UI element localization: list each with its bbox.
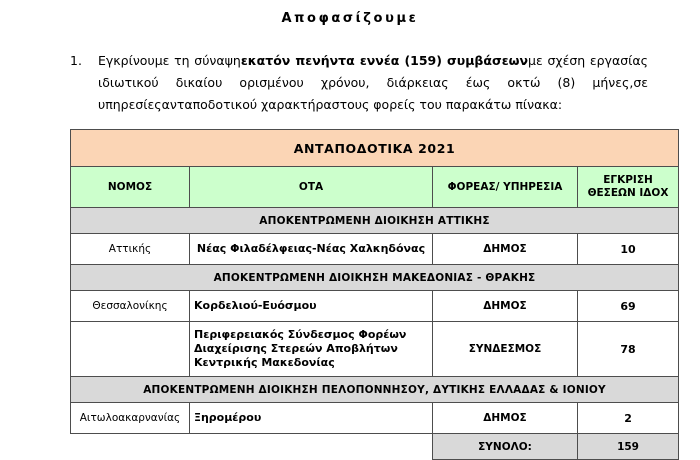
cell-ota-line2: Διαχείρισης Στερεών Αποβλήτων [194, 342, 398, 355]
clause-number: 1. [70, 53, 82, 68]
total-spacer-nomos [71, 434, 190, 460]
cell-nomos: Αιτωλοακαρνανίας [71, 403, 190, 434]
total-value: 159 [578, 434, 679, 460]
section-header-label: ΑΠΟΚΕΝΤΡΩΜΕΝΗ ΔΙΟΙΚΗΣΗ ΑΤΤΙΚΗΣ [71, 208, 679, 234]
cell-ota-line1: Περιφερειακός Σύνδεσμος Φορέων [194, 328, 407, 341]
cell-approved-positions: 78 [578, 322, 679, 377]
section-header-row-makedonia-thraki [71, 265, 679, 291]
table-row [71, 322, 679, 377]
column-header-nomos: ΝΟΜΟΣ [71, 167, 190, 208]
cell-foreas: ΔΗΜΟΣ [433, 291, 578, 322]
section-header-row-peloponnisos [71, 377, 679, 403]
column-header-ota: ΟΤΑ [190, 167, 433, 208]
clause-line-1 [98, 50, 648, 72]
table-title: ΑΝΤΑΠΟΔΟΤΙΚΑ 2021 [71, 130, 679, 167]
approvals-table-container [70, 129, 678, 460]
section-header-label: ΑΠΟΚΕΝΤΡΩΜΕΝΗ ΔΙΟΙΚΗΣΗ ΜΑΚΕΔΟΝΙΑΣ - ΘΡΑΚΗΣ [71, 265, 679, 291]
cell-nomos: Αττικής [71, 234, 190, 265]
cell-foreas: ΔΗΜΟΣ [433, 234, 578, 265]
cell-foreas: ΣΥΝΔΕΣΜΟΣ [433, 322, 578, 377]
column-header-egkrisi [578, 167, 679, 208]
cell-ota: Ξηρομέρου [190, 403, 433, 434]
cell-nomos: Θεσσαλονίκης [71, 291, 190, 322]
section-header-label: ΑΠΟΚΕΝΤΡΩΜΕΝΗ ΔΙΟΙΚΗΣΗ ΠΕΛΟΠΟΝΝΗΣΟΥ, ΔΥΤΙΚΗΣ ΕΛΛΑΔΑΣ & ΙΟΝΙΟΥ [71, 377, 679, 403]
cell-ota: Νέας Φιλαδέλφειας-Νέας Χαλκηδόνας [190, 234, 433, 265]
cell-ota: Κορδελιού-Ευόσμου [190, 291, 433, 322]
cell-approved-positions: 2 [578, 403, 679, 434]
total-label: ΣΥΝΟΛΟ: [433, 434, 578, 460]
clause-line-1-part-c: με σχέση εργασίας [528, 53, 648, 68]
total-spacer-ota [190, 434, 433, 460]
table-column-header-row [71, 167, 679, 208]
cell-approved-positions: 10 [578, 234, 679, 265]
cell-nomos [71, 322, 190, 377]
cell-foreas: ΔΗΜΟΣ [433, 403, 578, 434]
cell-approved-positions: 69 [578, 291, 679, 322]
column-header-egkrisi-line2: ΘΕΣΕΩΝ ΙΔΟΧ [587, 187, 669, 199]
approvals-table [70, 129, 679, 460]
table-row [71, 403, 679, 434]
clause-line-3: υπηρεσίεςανταποδοτικού χαρακτήραστους φορείς του παρακάτω πίνακα: [98, 97, 563, 112]
table-total-row [71, 434, 679, 460]
table-title-row [71, 130, 679, 167]
clause-text [98, 50, 648, 116]
clause-line-1-part-a: Εγκρίνουμε τη σύναψη [98, 53, 241, 68]
table-row [71, 234, 679, 265]
column-header-egkrisi-line1: ΕΓΚΡΙΣΗ [603, 174, 653, 186]
clause-line-2: ιδιωτικού δικαίου ορισμένου χρόνου, διάρκειας έως οκτώ (8) μήνες,σε [98, 75, 648, 90]
table-row [71, 291, 679, 322]
page-title: Αποφασίζουμε [281, 11, 419, 26]
clause-emphasis-contracts: εκατόν πενήντα εννέα (159) συμβάσεων [240, 53, 529, 68]
column-header-foreas: ΦΟΡΕΑΣ/ ΥΠΗΡΕΣΙΑ [433, 167, 578, 208]
clause-paragraph [70, 50, 682, 116]
section-header-row-attiki [71, 208, 679, 234]
cell-ota-line3: Κεντρικής Μακεδονίας [194, 356, 335, 369]
cell-ota [190, 322, 433, 377]
